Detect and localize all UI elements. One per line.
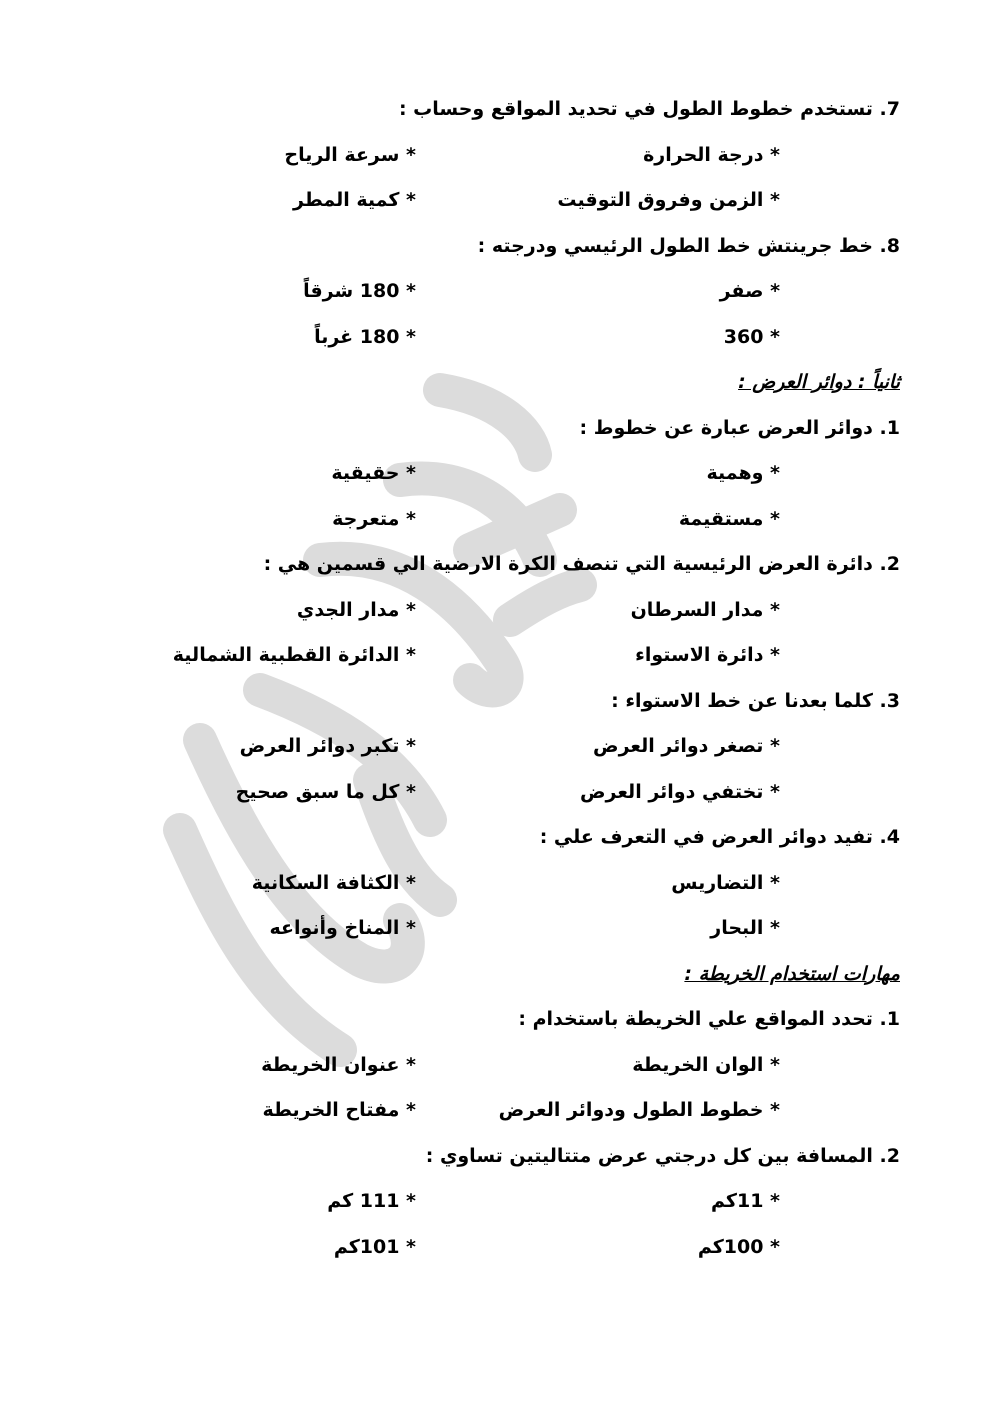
answer-option: * مدار الجدي: [296, 598, 416, 621]
question-text: 4. تفيد دوائر العرض في التعرف علي :: [539, 826, 900, 848]
answer-option: * عنوان الخريطة: [261, 1053, 416, 1076]
question-text: 7. تستخدم خطوط الطول في تحديد المواقع وحساب :: [398, 98, 900, 120]
answer-option: * 11كم: [711, 1190, 780, 1212]
question-text: 2. دائرة العرض الرئيسية التي تنصف الكرة الارضية الي قسمين هي :: [263, 553, 900, 575]
answer-option: * تكبر دوائر العرض: [239, 735, 416, 757]
answer-option: * تصغر دوائر العرض: [593, 735, 780, 757]
answer-option: * كمية المطر: [293, 189, 416, 211]
answer-option: * تختفي دوائر العرض: [579, 780, 780, 803]
answer-option: * 100كم: [697, 1235, 780, 1258]
answer-option: * الدائرة القطبية الشمالية: [172, 644, 416, 666]
answer-option: * المناخ وأنواعه: [269, 917, 416, 939]
answer-option: * كل ما سبق صحيح: [235, 780, 416, 803]
answer-option: * الوان الخريطة: [632, 1053, 780, 1076]
answer-option: * 180 غرباً: [314, 325, 416, 348]
answer-option: * دائرة الاستواء: [635, 644, 780, 666]
answer-option: * متعرجة: [332, 507, 416, 530]
answer-option: * مدار السرطان: [630, 598, 780, 621]
question-text: 1. دوائر العرض عبارة عن خطوط :: [579, 416, 900, 439]
question-text: 2. المسافة بين كل درجتي عرض متتاليتين تساوي :: [425, 1144, 900, 1167]
answer-option: * درجة الحرارة: [643, 143, 780, 166]
answer-option: * الزمن وفروق التوقيت: [557, 189, 780, 211]
answer-option: * وهمية: [706, 462, 780, 484]
question-text: 1. تحدد المواقع علي الخريطة باستخدام :: [518, 1008, 900, 1030]
answer-option: * صفر: [719, 280, 780, 302]
answer-option: * التضاريس: [671, 871, 780, 894]
question-text: 8. خط جرينتش خط الطول الرئيسي ودرجته :: [477, 234, 900, 257]
answer-option: * مفتاح الخريطة: [262, 1099, 416, 1121]
question-text: 3. كلما بعدنا عن خط الاستواء :: [611, 689, 900, 712]
section-heading: مهارات استخدام الخريطة :: [684, 962, 900, 985]
answer-option: * 111 كم: [327, 1190, 416, 1212]
answer-option: * حقيقية: [331, 462, 416, 484]
answer-option: * 180 شرقاً: [303, 280, 416, 302]
answer-option: * خطوط الطول ودوائر العرض: [498, 1099, 780, 1121]
answer-option: * مستقيمة: [678, 507, 780, 530]
answer-option: * 101كم: [333, 1235, 416, 1258]
section-heading: ثانياً : دوائر العرض :: [738, 371, 900, 393]
answer-option: * الكثافة السكانية: [251, 871, 416, 894]
answer-option: * البحار: [710, 917, 780, 939]
answer-option: * سرعة الرياح: [284, 143, 416, 166]
answer-option: * 360: [723, 325, 780, 348]
